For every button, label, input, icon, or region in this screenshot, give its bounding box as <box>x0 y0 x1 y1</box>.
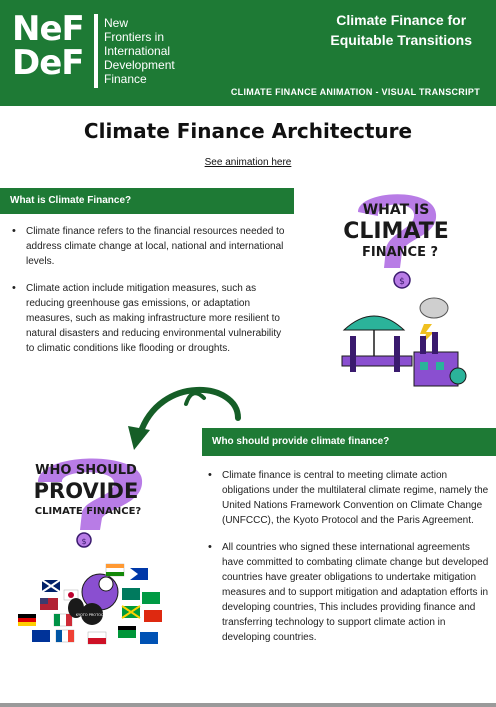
flag-canton <box>40 598 48 604</box>
illustration-text: PROVIDE <box>33 479 139 503</box>
what-is-climate-finance-illustration <box>340 184 452 294</box>
logo-text-line: Finance <box>104 72 147 86</box>
badge-text: KYOTO PROTOCOL <box>75 613 109 617</box>
header-title-line2: Equitable Transitions <box>330 32 472 48</box>
logo-divider <box>94 14 98 88</box>
factory-window <box>420 362 428 370</box>
arrow-loop <box>186 393 204 404</box>
section2-bullet-list <box>206 468 494 657</box>
arrow-head <box>128 426 150 450</box>
page-title: Climate Finance Architecture <box>83 119 413 143</box>
footer-divider <box>0 703 496 707</box>
flag-stripe <box>56 630 62 642</box>
list-item: • Climate finance refers to the financial resources needed to address climate change at local, national and international levels. <box>10 224 290 269</box>
header-banner <box>0 0 496 106</box>
logo-def: DeF <box>12 43 84 83</box>
coin-symbol: $ <box>81 537 87 546</box>
flag-stripe <box>88 638 106 644</box>
logo-text-line: Frontiers in <box>104 30 165 44</box>
list-item: • Climate action include mitigation measures, such as reducing greenhouse gas emissions, or adaptation measures, such as making infrastructure more resilient to natural disasters and reducing environmental vulnerability to climatic conditions like flooding or droughts. <box>10 281 290 356</box>
section1-bullet-list <box>10 224 290 368</box>
header-title <box>330 10 472 50</box>
factory-window <box>436 362 444 370</box>
flag-icon <box>142 592 160 604</box>
flag-stripe <box>18 622 36 626</box>
who-should-provide-illustration <box>30 452 150 550</box>
flag-stripe <box>118 626 136 630</box>
logo-nef: NeF <box>12 9 84 49</box>
animation-link-row <box>0 156 496 170</box>
flag-stripe <box>18 618 36 622</box>
logo-text-line: International <box>104 44 171 58</box>
factory-chimney <box>420 336 426 354</box>
coin-symbol: $ <box>399 277 405 287</box>
umbrella-icon <box>344 316 404 330</box>
copyright-icon <box>99 577 113 591</box>
cloud-icon <box>420 298 448 318</box>
illustration-text: WHO SHOULD <box>35 463 137 478</box>
header-title-line1: Climate Finance for <box>336 12 467 28</box>
section-heading-who-should: Who should provide climate finance? <box>202 428 496 456</box>
list-item: • Climate finance is central to meeting climate action obligations under the multilateral climate regime, namely the United Nations Framework Convention on Climate Change (UNFCCC), the Kyoto Protocol and the Paris Agreement. <box>206 468 494 528</box>
flag-stripe <box>106 564 124 568</box>
flag-icon <box>32 630 50 642</box>
logo-text-line: Development <box>104 58 175 72</box>
flag-icon <box>122 588 140 600</box>
logo-wordmark <box>104 16 175 86</box>
flag-icon <box>144 610 162 622</box>
illustration-text: FINANCE ? <box>361 245 439 260</box>
illustration-text: WHAT IS <box>362 202 430 218</box>
list-item: • All countries who signed these international agreements have committed to combating climate change but developed countries have greater obligations to undertake mitigation measures and to support mitigation and adaptation efforts in developing countries, This includes providing finance and transferring technology to support climate action in developing countries. <box>206 540 494 645</box>
flag-stripe <box>68 630 74 642</box>
climate-adaptation-illustration <box>340 296 470 396</box>
factory-chimney <box>432 332 438 354</box>
illustration-text: CLIMATE FINANCE? <box>34 506 142 517</box>
header-subtitle: CLIMATE FINANCE ANIMATION - VISUAL TRANSCRIPT <box>230 87 480 97</box>
bridge-pillar <box>394 336 400 372</box>
wheel-icon <box>450 368 466 384</box>
section-heading-what-is: What is Climate Finance? <box>0 188 294 214</box>
flag-stripe <box>106 572 124 576</box>
flag-icon <box>140 632 158 644</box>
bridge-pillar <box>350 336 356 372</box>
country-flags-illustration <box>18 562 164 654</box>
illustration-text: CLIMATE <box>343 219 449 244</box>
flag-stripe <box>54 614 60 626</box>
flag-disc <box>68 592 74 598</box>
animation-link[interactable]: See animation here <box>204 157 292 168</box>
logo-text-line: New <box>104 16 129 30</box>
